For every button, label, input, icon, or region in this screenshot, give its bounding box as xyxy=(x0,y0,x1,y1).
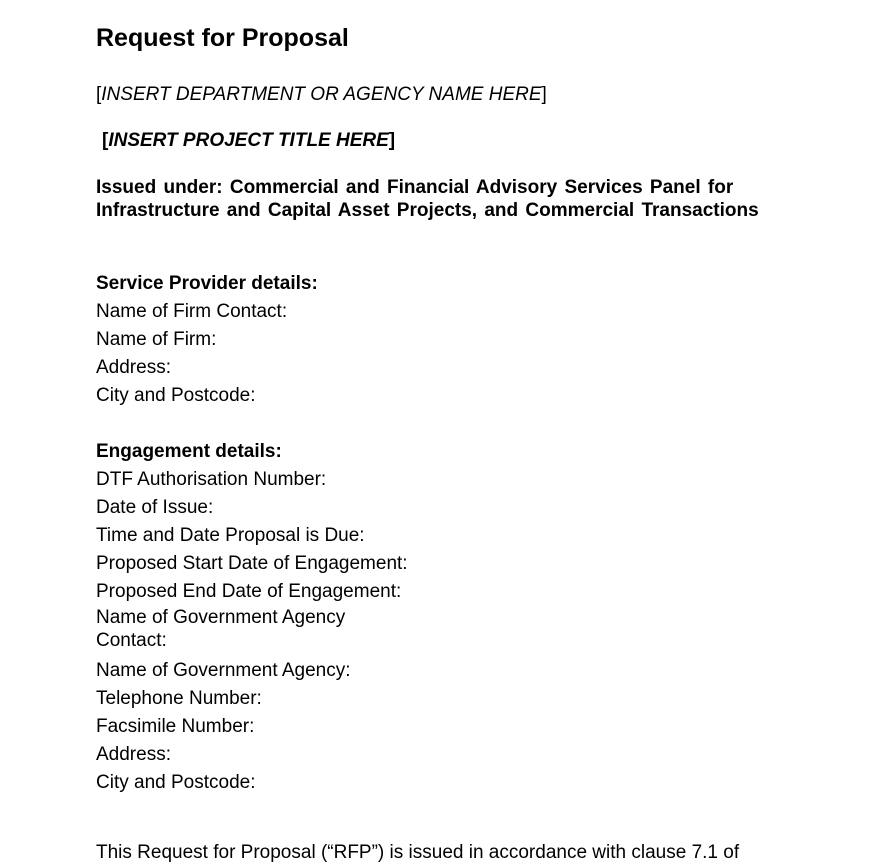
engagement-heading: Engagement details: xyxy=(96,441,282,462)
rfp-intro-paragraph: This Request for Proposal (“RFP”) is issued in accordance with clause 7.1 of xyxy=(96,842,740,863)
field-label: City and Postcode: xyxy=(96,772,256,793)
issued-under-line-1: Issued under: Commercial and Financial Advisory Services Panel for xyxy=(96,177,734,198)
field-label: Proposed End Date of Engagement: xyxy=(96,581,402,602)
issued-under-line-2: Infrastructure and Capital Asset Projects, and Commercial Transactions xyxy=(96,200,759,221)
field-label-multiline xyxy=(96,606,408,657)
field-label-line: Contact: xyxy=(96,630,167,651)
field-label: Facsimile Number: xyxy=(96,716,255,737)
field-label: City and Postcode: xyxy=(96,385,256,406)
bracket-close: ] xyxy=(541,84,547,105)
service-provider-heading: Service Provider details: xyxy=(96,273,318,294)
field-label: Name of Firm: xyxy=(96,329,217,350)
engagement-section xyxy=(96,438,408,797)
field-label: Name of Government Agency: xyxy=(96,660,351,681)
field-label: Date of Issue: xyxy=(96,497,214,518)
bracket-open: [ xyxy=(102,130,109,151)
field-label: Proposed Start Date of Engagement: xyxy=(96,553,408,574)
field-label-line: Name of Government Agency xyxy=(96,607,346,628)
bracket-close: ] xyxy=(388,130,396,151)
document-title: Request for Proposal xyxy=(96,24,349,52)
field-label: Time and Date Proposal is Due: xyxy=(96,525,365,546)
issued-under-statement xyxy=(96,176,796,222)
service-provider-section xyxy=(96,270,318,410)
field-label: Address: xyxy=(96,357,171,378)
department-placeholder xyxy=(96,84,547,106)
project-title-placeholder xyxy=(102,130,395,152)
field-label: Telephone Number: xyxy=(96,688,262,709)
field-label: Address: xyxy=(96,744,171,765)
project-title-placeholder-text: INSERT PROJECT TITLE HERE xyxy=(108,130,389,151)
field-label: DTF Authorisation Number: xyxy=(96,469,327,490)
bracket-open: [ xyxy=(96,84,102,105)
department-placeholder-text: INSERT DEPARTMENT OR AGENCY NAME HERE xyxy=(101,84,542,105)
field-label: Name of Firm Contact: xyxy=(96,301,288,322)
